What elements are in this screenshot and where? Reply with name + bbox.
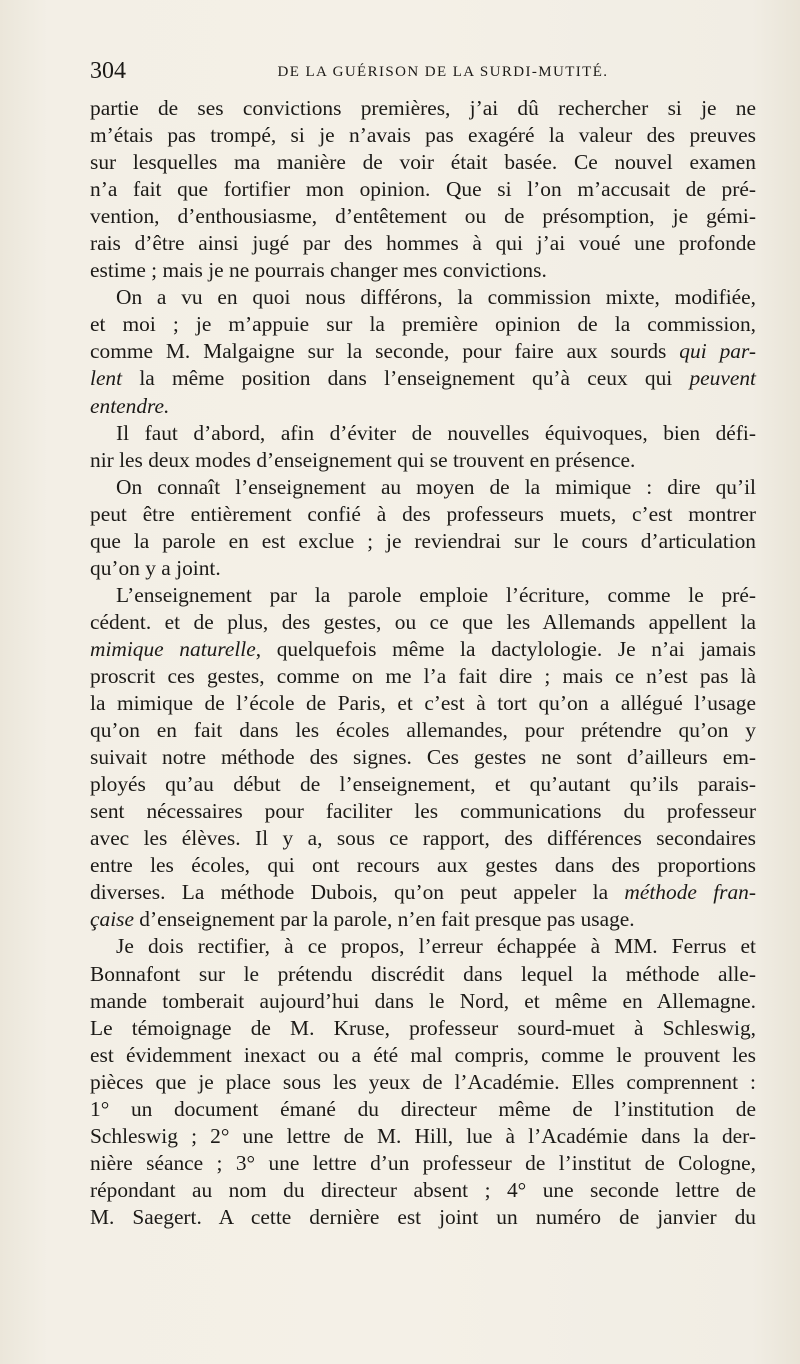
text-run: cédent. et de plus, des gestes, ou ce que les Allemands appellent la: [90, 609, 756, 634]
text-run: et moi ; je m’appuie sur la première opinion de la commission,: [90, 312, 756, 337]
text-line: [90, 555, 756, 582]
text-run: , quelquefois même la dactylologie. Je n’ai jamais: [255, 636, 756, 661]
text-line: [90, 852, 756, 879]
text-run: entre les écoles, qui ont recours aux gestes dans des proportions: [90, 853, 756, 878]
text-run: sur lesquelles ma manière de voir était basée. Ce nouvel examen: [90, 150, 756, 175]
italic-text: entendre.: [90, 393, 170, 418]
text-line: [90, 1096, 756, 1123]
text-run: partie de ses convictions premières, j’ai dû rechercher si je ne: [90, 96, 756, 120]
text-run: diverses. La méthode Dubois, qu’on peut appeler la: [90, 880, 625, 905]
text-line: [90, 961, 756, 988]
text-line: [90, 663, 756, 690]
text-line: [90, 365, 756, 392]
text-run: la même position dans l’enseignement qu’à ceux qui: [122, 366, 690, 391]
text-run: suivait notre méthode des signes. Ces gestes ne sont d’ailleurs em-: [90, 745, 756, 770]
text-line: [90, 609, 756, 636]
text-run: que la parole en est exclue ; je reviendrai sur le cours d’articulation: [90, 528, 756, 553]
text-run: L’enseignement par la parole emploie l’écriture, comme le pré-: [116, 582, 756, 607]
text-line: [90, 1069, 756, 1096]
text-run: vention, d’enthousiasme, d’entêtement ou de présomption, je gémi-: [90, 204, 756, 229]
text-run: ployés qu’au début de l’enseignement, et qu’autant qu’ils parais-: [90, 772, 756, 797]
text-line: [90, 798, 756, 825]
text-line: [90, 230, 756, 257]
running-title: DE LA GUÉRISON DE LA SURDI-MUTITÉ.: [277, 64, 609, 80]
text-run: rais d’être ainsi jugé par des hommes à qui j’ai voué une profonde: [90, 231, 756, 256]
text-run: sent nécessaires pour faciliter les communications du professeur: [90, 799, 756, 824]
text-line: [90, 933, 756, 960]
text-line: [90, 1150, 756, 1177]
text-run: d’enseignement par la parole, n’en fait presque pas usage.: [133, 907, 635, 932]
text-line: [90, 1177, 756, 1204]
text-line: [90, 122, 756, 149]
text-line: [90, 1204, 756, 1231]
italic-text: peuvent: [689, 366, 756, 391]
text-run: 1° un document émané du directeur même de l’institution de: [90, 1096, 756, 1121]
text-run: nir les deux modes d’enseignement qui se trouvent en présence.: [90, 447, 636, 472]
text-run: On connaît l’enseignement au moyen de la mimique : dire qu’il: [116, 474, 756, 499]
text-line: [90, 717, 756, 744]
text-line: [90, 393, 756, 420]
text-run: On a vu en quoi nous différons, la commission mixte, modifiée,: [116, 285, 756, 310]
text-run: m’étais pas trompé, si je n’avais pas exagéré la valeur des preuves: [90, 123, 756, 148]
text-line: [90, 528, 756, 555]
text-line: [90, 1123, 756, 1150]
text-run: mande tomberait aujourd’hui dans le Nord, et même en Allemagne.: [90, 988, 756, 1013]
text-run: est évidemment inexact ou a été mal compris, comme le prouvent les: [90, 1042, 756, 1067]
text-line: [90, 284, 756, 311]
text-line: [90, 879, 756, 906]
text-line: [90, 1042, 756, 1069]
text-run: pièces que je place sous les yeux de l’Académie. Elles comprennent :: [90, 1069, 756, 1094]
text-run: n’a fait que fortifier mon opinion. Que si l’on m’accusait de pré-: [90, 177, 756, 202]
text-run: Le témoignage de M. Kruse, professeur sourd-muet à Schleswig,: [90, 1015, 756, 1040]
text-run: M. Saegert. A cette dernière est joint un numéro de janvier du: [90, 1204, 756, 1229]
text-line: [90, 311, 756, 338]
text-line: [90, 744, 756, 771]
text-line: [90, 636, 756, 663]
text-line: [90, 501, 756, 528]
text-run: Schleswig ; 2° une lettre de M. Hill, lue à l’Académie dans la der-: [90, 1123, 756, 1148]
text-line: [90, 338, 756, 365]
text-run: nière séance ; 3° une lettre d’un professeur de l’institut de Cologne,: [90, 1150, 756, 1175]
text-run: répondant au nom du directeur absent ; 4° une seconde lettre de: [90, 1177, 756, 1202]
text-run: avec les élèves. Il y a, sous ce rapport, des différences secondaires: [90, 826, 756, 851]
text-line: [90, 420, 756, 447]
italic-text: méthode fran-: [624, 880, 756, 905]
text-line: [90, 582, 756, 609]
text-run: peut être entièrement confié à des professeurs muets, c’est montrer: [90, 501, 756, 526]
text-line: [90, 906, 756, 933]
text-line: [90, 176, 756, 203]
text-run: la mimique de l’école de Paris, et c’est à tort qu’on a allégué l’usage: [90, 691, 756, 716]
text-run: Bonnafont sur le prétendu discrédit dans lequel la méthode alle-: [90, 961, 756, 986]
text-run: qu’on en fait dans les écoles allemandes, pour prétendre qu’on y: [90, 718, 756, 743]
text-line: [90, 257, 756, 284]
text-line: [90, 149, 756, 176]
text-line: [90, 474, 756, 501]
text-run: qu’on y a joint.: [90, 555, 221, 580]
text-line: [90, 771, 756, 798]
text-run: Je dois rectifier, à ce propos, l’erreur échappée à MM. Ferrus et: [116, 934, 756, 959]
text-line: [90, 203, 756, 230]
page-number: 304: [90, 58, 126, 84]
italic-text: mimique naturelle: [90, 636, 256, 661]
text-run: estime ; mais je ne pourrais changer mes convictions.: [90, 258, 547, 283]
italic-text: çaise: [90, 907, 134, 932]
text-run: Il faut d’abord, afin d’éviter de nouvelles équivoques, bien défi-: [116, 420, 756, 445]
text-run: proscrit ces gestes, comme on me l’a fait dire ; mais ce n’est pas là: [90, 663, 756, 688]
body-text: [90, 95, 756, 1231]
text-line: [90, 447, 756, 474]
text-run: comme M. Malgaigne sur la seconde, pour faire aux sourds: [90, 339, 680, 364]
italic-text: lent: [90, 366, 123, 391]
text-line: [90, 690, 756, 717]
text-line: [90, 825, 756, 852]
text-line: [90, 1015, 756, 1042]
page-header: [90, 58, 756, 92]
italic-text: qui par-: [679, 339, 756, 364]
text-line: [90, 95, 756, 122]
text-line: [90, 988, 756, 1015]
